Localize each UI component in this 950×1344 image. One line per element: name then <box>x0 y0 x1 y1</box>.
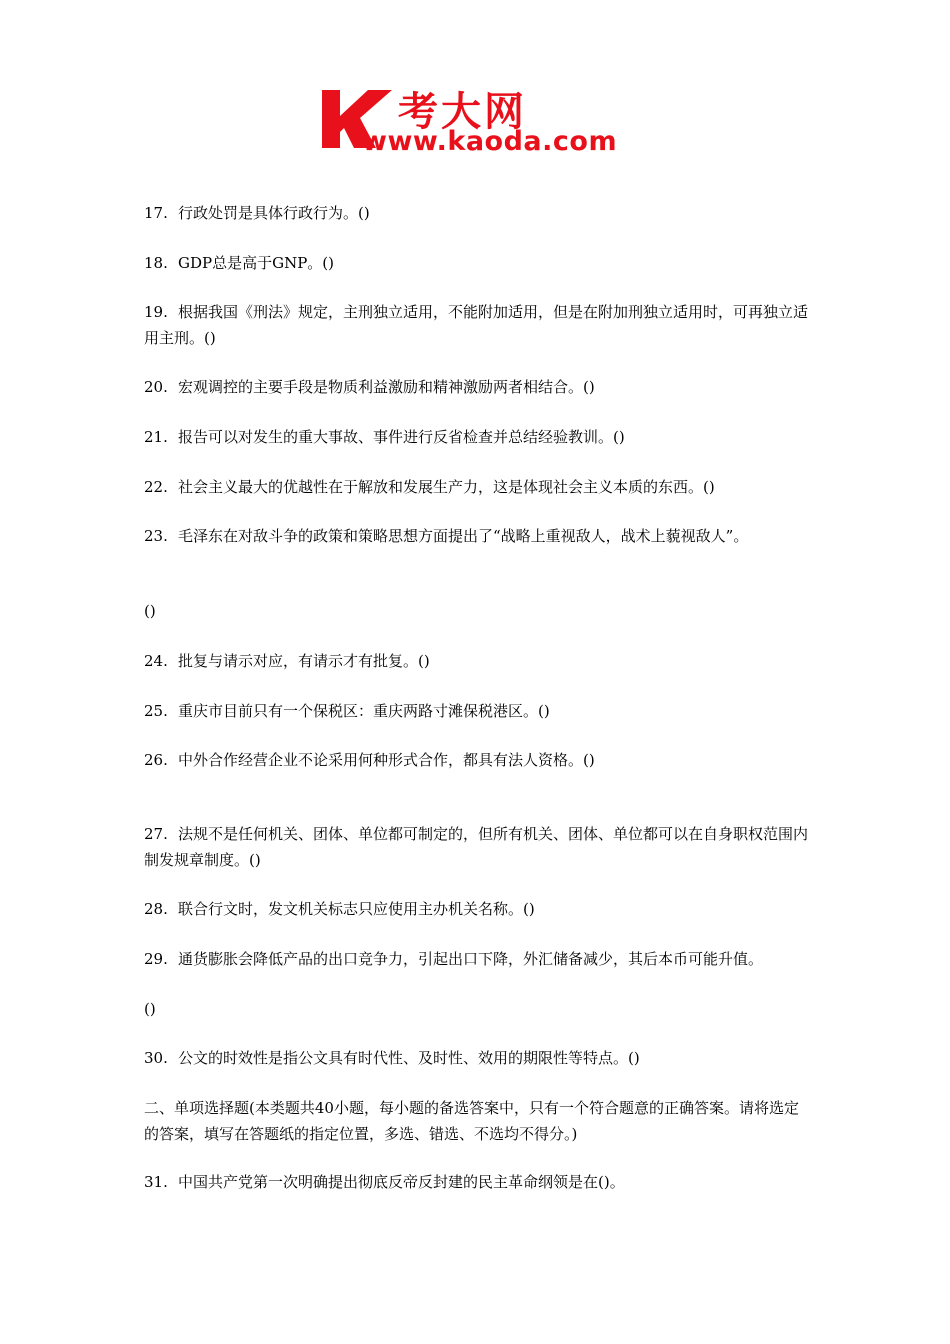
question-24: 24. 批复与请示对应，有请示才有批复。() <box>144 652 430 670</box>
question-29-answer: () <box>144 1000 156 1018</box>
question-29: 29. 通货膨胀会降低产品的出口竞争力，引起出口下降，外汇储备减少，其后本币可能升值。 <box>144 950 764 968</box>
question-20: 20. 宏观调控的主要手段是物质利益激励和精神激励两者相结合。() <box>144 378 595 396</box>
question-21: 21. 报告可以对发生的重大事故、事件进行反省检查并总结经验教训。() <box>144 428 625 446</box>
question-31: 31. 中国共产党第一次明确提出彻底反帝反封建的民主革命纲领是在()。 <box>144 1173 625 1191</box>
question-18: 18. GDP总是高于GNP。() <box>144 254 335 272</box>
question-23-answer: () <box>144 602 156 620</box>
question-28: 28. 联合行文时，发文机关标志只应使用主办机关名称。() <box>144 900 535 918</box>
kaoda-logo <box>318 84 638 160</box>
question-23: 23. 毛泽东在对敌斗争的政策和策略思想方面提出了“战略上重视敌人，战术上藐视敌人”。 <box>144 527 749 545</box>
question-19: 19. 根据我国《刑法》规定，主刑独立适用，不能附加适用，但是在附加刑独立适用时，可再独立适用主刑。() <box>144 303 809 347</box>
section-2-title: 二、单项选择题(本类题共40小题，每小题的备选答案中，只有一个符合题意的正确答案。请将选定的答案，填写在答题纸的指定位置，多选、错选、不选均不得分。) <box>144 1099 799 1143</box>
question-26: 26. 中外合作经营企业不论采用何种形式合作，都具有法人资格。() <box>144 751 595 769</box>
question-17: 17. 行政处罚是具体行政行为。() <box>144 204 370 222</box>
logo-brand-text: 考大网 <box>398 89 527 135</box>
question-27: 27. 法规不是任何机关、团体、单位都可制定的，但所有机关、团体、单位都可以在自身职权范围内制发规章制度。() <box>144 825 809 869</box>
logo-url-text: www.kaoda.com <box>362 126 618 157</box>
question-30: 30. 公文的时效性是指公文具有时代性、及时性、效用的期限性等特点。() <box>144 1049 640 1067</box>
question-25: 25. 重庆市目前只有一个保税区：重庆两路寸滩保税港区。() <box>144 702 550 720</box>
question-22: 22. 社会主义最大的优越性在于解放和发展生产力，这是体现社会主义本质的东西。() <box>144 478 715 496</box>
